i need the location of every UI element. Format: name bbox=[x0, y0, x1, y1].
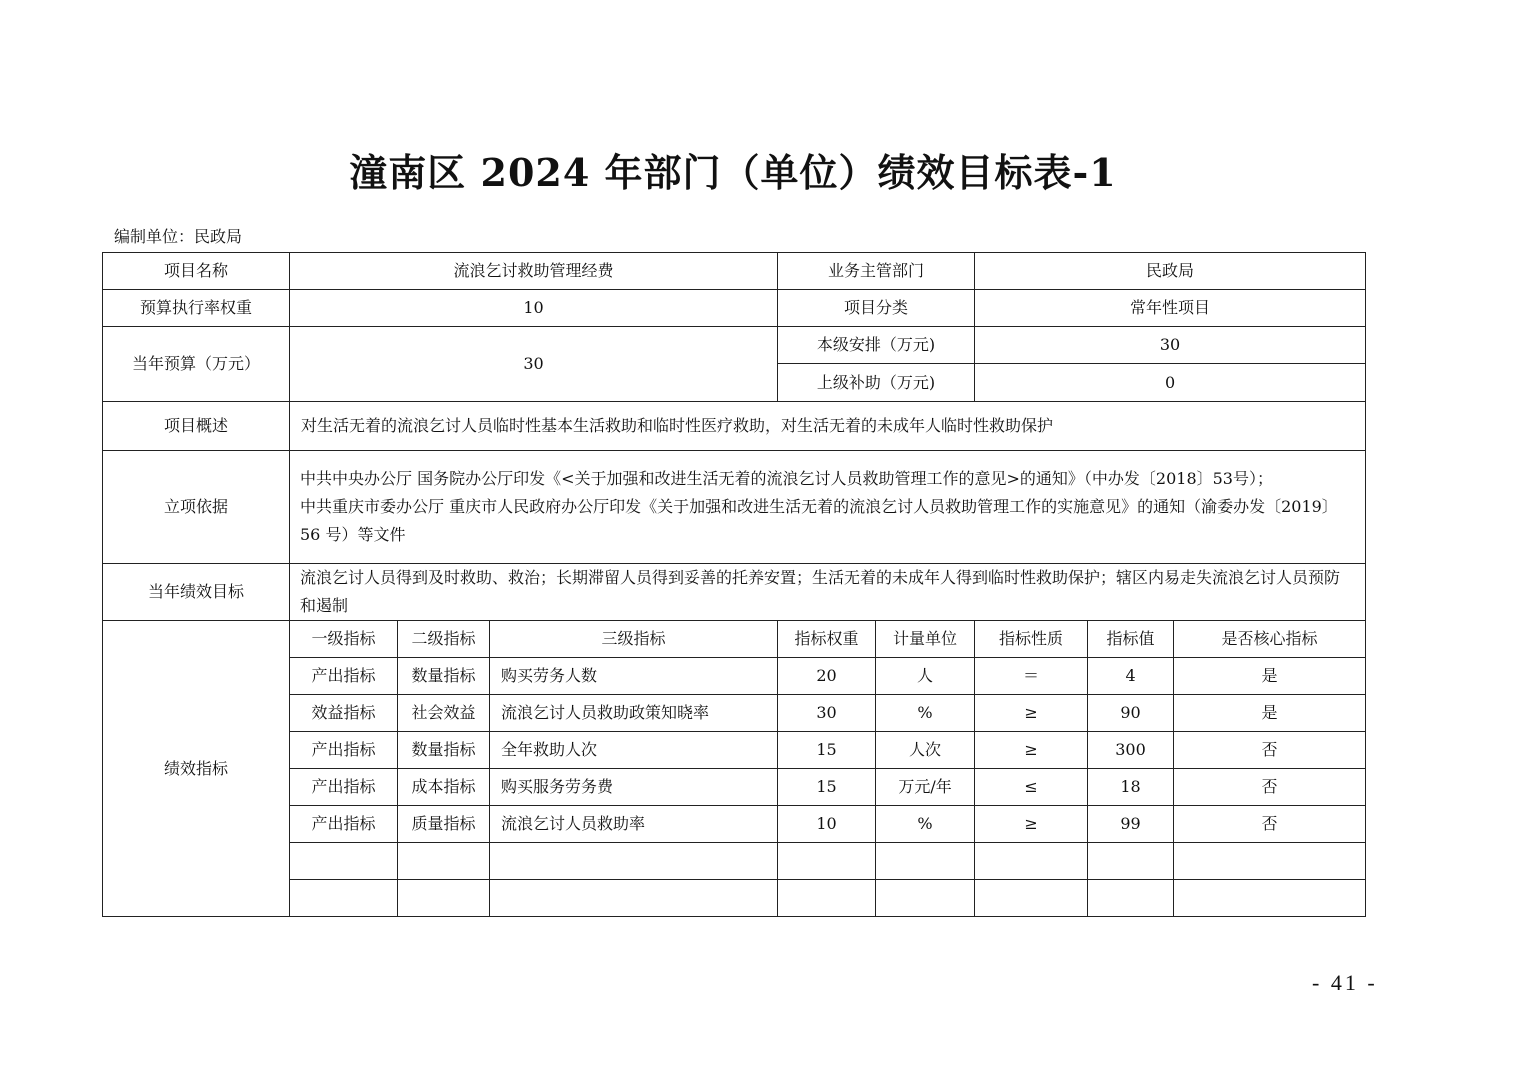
cell-level1: 产出指标 bbox=[290, 658, 398, 695]
indicator-row bbox=[103, 732, 1366, 769]
cell-nature: ≥ bbox=[975, 806, 1088, 843]
header-level3: 三级指标 bbox=[490, 621, 778, 658]
cell-level2: 数量指标 bbox=[398, 732, 490, 769]
cell-unit: % bbox=[876, 695, 975, 732]
header-unit: 计量单位 bbox=[876, 621, 975, 658]
cell-unit: 人次 bbox=[876, 732, 975, 769]
row-weight bbox=[103, 290, 1366, 327]
cell-level1: 产出指标 bbox=[290, 769, 398, 806]
cell-level3: 流浪乞讨人员救助率 bbox=[490, 806, 778, 843]
cell-nature: ＝ bbox=[975, 658, 1088, 695]
basis-paragraph-2: 中共重庆市委办公厅 重庆市人民政府办公厅印发《关于加强和改进生活无着的流浪乞讨人员救助管理工作的实施意见》的通知（渝委办发〔2019〕56 号）等文件 bbox=[300, 497, 1338, 544]
goal-text: 流浪乞讨人员得到及时救助、救治；长期滞留人员得到妥善的托养安置；生活无着的未成年人得到临时性救助保护；辖区内易走失流浪乞讨人员预防和遏制 bbox=[290, 564, 1366, 621]
cell-nature: ≥ bbox=[975, 732, 1088, 769]
row-project-name bbox=[103, 253, 1366, 290]
indicator-row bbox=[103, 806, 1366, 843]
basis-paragraph-1: 中共中央办公厅 国务院办公厅印发《<关于加强和改进生活无着的流浪乞讨人员救助管理工作的意见>的通知》（中办发〔2018〕53号）； bbox=[300, 469, 1273, 488]
subsidy-label: 上级补助（万元) bbox=[778, 364, 975, 402]
project-name-label: 项目名称 bbox=[103, 253, 290, 290]
basis-text bbox=[290, 451, 1366, 564]
budget-value: 30 bbox=[290, 327, 778, 402]
header-level2: 二级指标 bbox=[398, 621, 490, 658]
cell-core: 是 bbox=[1174, 695, 1366, 732]
category-label: 项目分类 bbox=[778, 290, 975, 327]
cell-level3: 全年救助人次 bbox=[490, 732, 778, 769]
row-summary bbox=[103, 402, 1366, 451]
cell-nature: ≥ bbox=[975, 695, 1088, 732]
performance-target-table bbox=[102, 252, 1366, 917]
header-level1: 一级指标 bbox=[290, 621, 398, 658]
cell-value: 300 bbox=[1088, 732, 1174, 769]
indicator-row bbox=[103, 695, 1366, 732]
basis-label: 立项依据 bbox=[103, 451, 290, 564]
cell-level3: 流浪乞讨人员救助政策知晓率 bbox=[490, 695, 778, 732]
summary-label: 项目概述 bbox=[103, 402, 290, 451]
indicator-header-row bbox=[103, 621, 1366, 658]
cell-level3: 购买服务劳务费 bbox=[490, 769, 778, 806]
cell-level2: 数量指标 bbox=[398, 658, 490, 695]
cell-level1: 产出指标 bbox=[290, 732, 398, 769]
cell-weight: 15 bbox=[778, 769, 876, 806]
indicators-section-label: 绩效指标 bbox=[103, 621, 290, 917]
weight-value: 10 bbox=[290, 290, 778, 327]
cell-nature: ≤ bbox=[975, 769, 1088, 806]
row-budget bbox=[103, 327, 1366, 364]
goal-label: 当年绩效目标 bbox=[103, 564, 290, 621]
summary-text: 对生活无着的流浪乞讨人员临时性基本生活救助和临时性医疗救助，对生活无着的未成年人临时性救助保护 bbox=[290, 402, 1366, 451]
cell-level2: 社会效益 bbox=[398, 695, 490, 732]
row-basis bbox=[103, 451, 1366, 564]
header-nature: 指标性质 bbox=[975, 621, 1088, 658]
indicator-row bbox=[103, 769, 1366, 806]
cell-weight: 15 bbox=[778, 732, 876, 769]
cell-core: 否 bbox=[1174, 806, 1366, 843]
header-value: 指标值 bbox=[1088, 621, 1174, 658]
page-title: 潼南区 2024 年部门（单位）绩效目标表-1 bbox=[349, 150, 1117, 195]
cell-weight: 10 bbox=[778, 806, 876, 843]
cell-unit: % bbox=[876, 806, 975, 843]
cell-unit: 人 bbox=[876, 658, 975, 695]
header-core: 是否核心指标 bbox=[1174, 621, 1366, 658]
cell-value: 18 bbox=[1088, 769, 1174, 806]
cell-level2: 质量指标 bbox=[398, 806, 490, 843]
cell-value: 90 bbox=[1088, 695, 1174, 732]
cell-value: 4 bbox=[1088, 658, 1174, 695]
page-number: - 41 - bbox=[1312, 970, 1378, 995]
empty-indicator-row bbox=[103, 880, 1366, 917]
subsidy-value: 0 bbox=[975, 364, 1366, 402]
dept-value: 民政局 bbox=[975, 253, 1366, 290]
header-weight: 指标权重 bbox=[778, 621, 876, 658]
cell-weight: 30 bbox=[778, 695, 876, 732]
compiling-unit: 编制单位：民政局 bbox=[114, 227, 243, 246]
weight-label: 预算执行率权重 bbox=[103, 290, 290, 327]
local-value: 30 bbox=[975, 327, 1366, 364]
cell-core: 否 bbox=[1174, 732, 1366, 769]
cell-core: 否 bbox=[1174, 769, 1366, 806]
cell-level1: 产出指标 bbox=[290, 806, 398, 843]
budget-label: 当年预算（万元） bbox=[103, 327, 290, 402]
indicator-row bbox=[103, 658, 1366, 695]
cell-level3: 购买劳务人数 bbox=[490, 658, 778, 695]
local-label: 本级安排（万元) bbox=[778, 327, 975, 364]
category-value: 常年性项目 bbox=[975, 290, 1366, 327]
cell-core: 是 bbox=[1174, 658, 1366, 695]
dept-label: 业务主管部门 bbox=[778, 253, 975, 290]
cell-weight: 20 bbox=[778, 658, 876, 695]
project-name-value: 流浪乞讨救助管理经费 bbox=[290, 253, 778, 290]
row-goal bbox=[103, 564, 1366, 621]
cell-unit: 万元/年 bbox=[876, 769, 975, 806]
empty-indicator-row bbox=[103, 843, 1366, 880]
cell-value: 99 bbox=[1088, 806, 1174, 843]
cell-level1: 效益指标 bbox=[290, 695, 398, 732]
cell-level2: 成本指标 bbox=[398, 769, 490, 806]
